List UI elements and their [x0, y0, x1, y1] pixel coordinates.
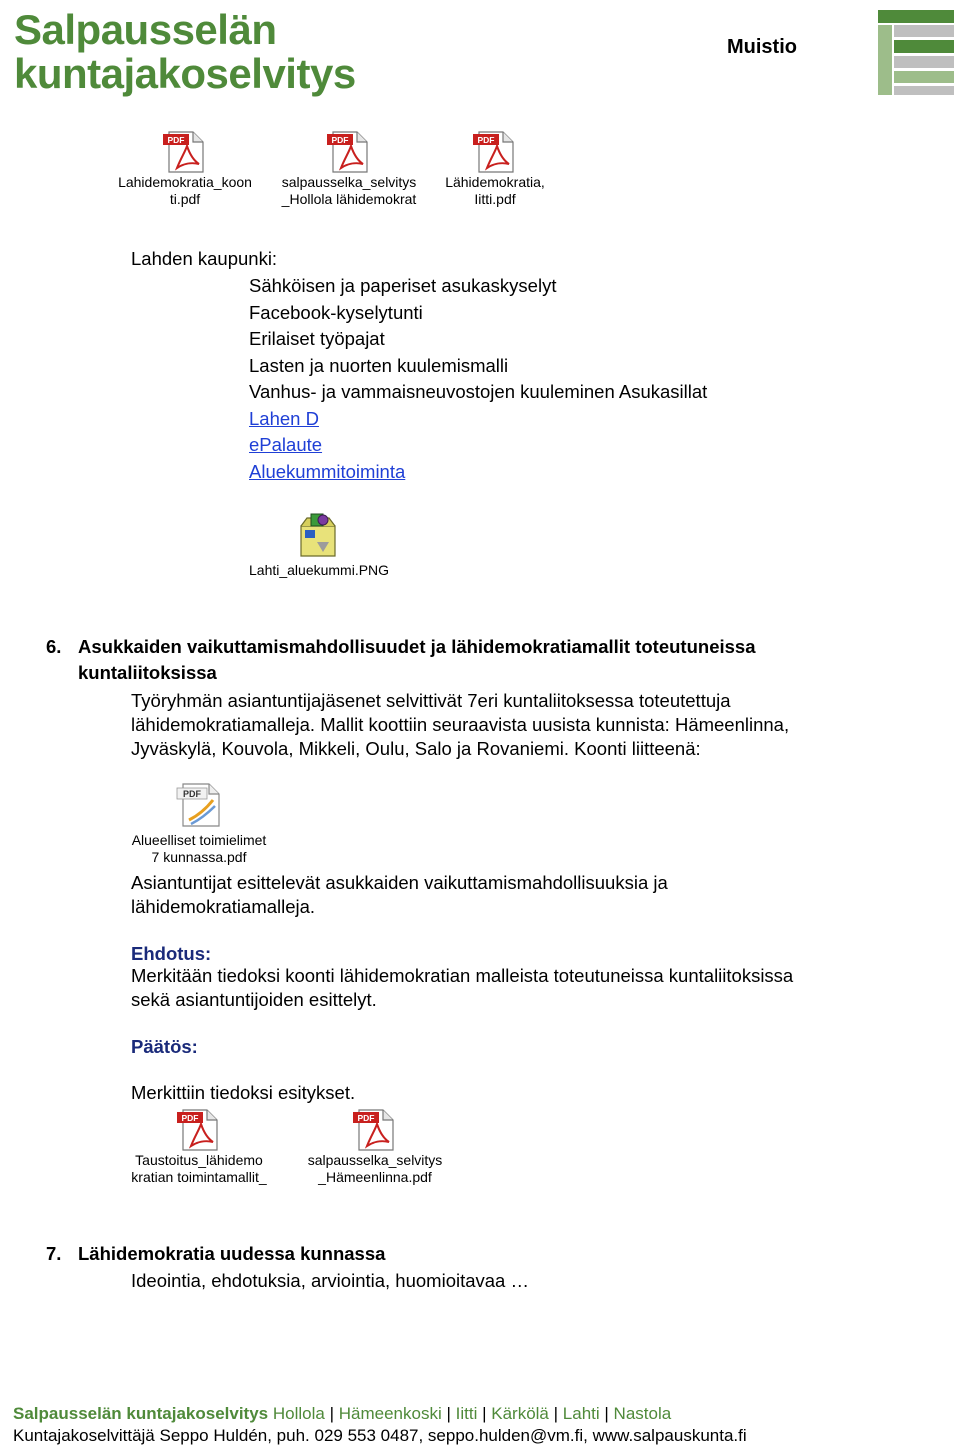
pdf-icon	[163, 130, 207, 174]
list-item: Erilaiset työpajat	[249, 328, 385, 349]
lahti-list	[249, 273, 707, 485]
footer-brand-line: Salpausselän kuntajakoselvitys Hollola | Hämeenkoski | Iitti | Kärkölä | Lahti | Nastola	[13, 1404, 672, 1423]
decision-label: Päätös:	[131, 1036, 198, 1057]
document-type-title: Muistio	[727, 36, 797, 58]
proposal-label: Ehdotus:	[131, 943, 212, 964]
section-7-title: Lähidemokratia uudessa kunnassa	[78, 1243, 386, 1264]
attachment-salpausselka-hollola[interactable]	[273, 130, 425, 208]
attachment-label: Alueelliset toimielimet 7 kunnassa.pdf	[131, 832, 267, 865]
logo-line-2: kuntajakoselvitys	[14, 50, 356, 97]
footer-municipality: Lahti	[562, 1404, 600, 1423]
section-6-number: 6.	[46, 636, 62, 657]
section-7-text: Ideointia, ehdotuksia, arviointia, huomioitavaa …	[131, 1270, 529, 1291]
list-item: Vanhus- ja vammaisneuvostojen kuuleminen Asukasillat	[249, 381, 708, 402]
attachment-alueelliset-toimielimet[interactable]	[124, 780, 274, 866]
attachment-salpausselka-hameenlinna[interactable]	[299, 1108, 451, 1186]
link-aluekummitoiminta[interactable]: Aluekummitoiminta	[249, 460, 406, 482]
logo-line-1: Salpausselän	[14, 6, 277, 53]
attachment-label: salpausselka_selvitys _Hollola lähidemokrat	[281, 174, 417, 207]
pdf-doc-icon	[175, 780, 223, 828]
section-6-title: Asukkaiden vaikuttamismahdollisuudet ja lähidemokratiamallit toteutuneissa kuntaliitoksissa	[78, 636, 756, 683]
attachment-lahti-aluekummi[interactable]	[243, 512, 393, 579]
svg-text:PDF: PDF	[181, 1113, 199, 1123]
logo-text	[14, 8, 356, 96]
footer-municipality: Kärkölä	[491, 1404, 549, 1423]
list-item: Lasten ja nuorten kuulemismalli	[249, 354, 509, 376]
link-epalaute[interactable]: ePalaute	[249, 434, 323, 455]
footer-municipality: Iitti	[455, 1404, 478, 1423]
pdf-icon	[473, 130, 517, 174]
svg-text:PDF: PDF	[331, 135, 349, 145]
link-lahen-d[interactable]: Lahen D	[249, 407, 319, 429]
pdf-icon	[327, 130, 371, 174]
svg-text:PDF: PDF	[477, 135, 495, 145]
attachment-label: Taustoitus_lähidemo kratian toimintamallit_	[131, 1152, 267, 1185]
footer-municipality: Hollola	[272, 1404, 325, 1423]
attachment-label: Lahti_aluekummi.PNG	[249, 562, 390, 578]
footer-municipality: Nastola	[613, 1404, 672, 1423]
section-6-paragraph-2: Asiantuntijat esittelevät asukkaiden vaikuttamismahdollisuuksia ja lähidemokratiamalleja.	[131, 872, 668, 917]
footer-brand: Salpausselän kuntajakoselvitys	[13, 1404, 269, 1423]
list-item: Sähköisen ja paperiset asukaskyselyt	[249, 275, 557, 296]
attachment-label: salpausselka_selvitys _Hämeenlinna.pdf	[307, 1152, 443, 1185]
image-file-icon	[293, 512, 343, 558]
attachment-lahidemokratia-koonti[interactable]	[110, 130, 260, 208]
attachment-taustoitus-lahidemokratia[interactable]	[124, 1108, 274, 1186]
footer-municipality: Hämeenkoski	[338, 1404, 442, 1423]
decision-text: Merkittiin tiedoksi esitykset.	[131, 1082, 356, 1103]
section-6-paragraph-1: Työryhmän asiantuntijajäsenet selvittivät 7eri kuntaliitoksessa toteutettuja lähidemokratiamalleja. Mallit koottiin seuraavista uusista kunnista: Hämeenlinna, Jyväskylä, Kouvola, Mikkeli, Oulu, Salo ja Rovaniemi. Koonti liitteenä:	[131, 690, 790, 759]
proposal-text: Merkitään tiedoksi koonti lähidemokratian malleista toteutuneissa kuntaliitoksissa sekä asiantuntijoiden esittelyt.	[131, 965, 794, 1010]
logo-mark-icon	[876, 10, 956, 96]
attachment-label: Lahidemokratia_koon ti.pdf	[118, 174, 252, 207]
svg-text:PDF: PDF	[183, 789, 201, 799]
footer-contact: Kuntajakoselvittäjä Seppo Huldén, puh. 029 553 0487, seppo.hulden@vm.fi, www.salpauskunta.fi	[13, 1426, 747, 1445]
list-item: Facebook-kyselytunti	[249, 301, 423, 323]
attachment-lahidemokratia-iitti[interactable]	[430, 130, 560, 208]
lahti-heading: Lahden kaupunki:	[131, 248, 278, 269]
pdf-icon	[177, 1108, 221, 1152]
attachment-label: Lähidemokratia, Iitti.pdf	[445, 174, 545, 207]
pdf-icon	[353, 1108, 397, 1152]
svg-text:PDF: PDF	[167, 135, 185, 145]
section-7-number: 7.	[46, 1243, 62, 1264]
svg-text:PDF: PDF	[357, 1113, 375, 1123]
